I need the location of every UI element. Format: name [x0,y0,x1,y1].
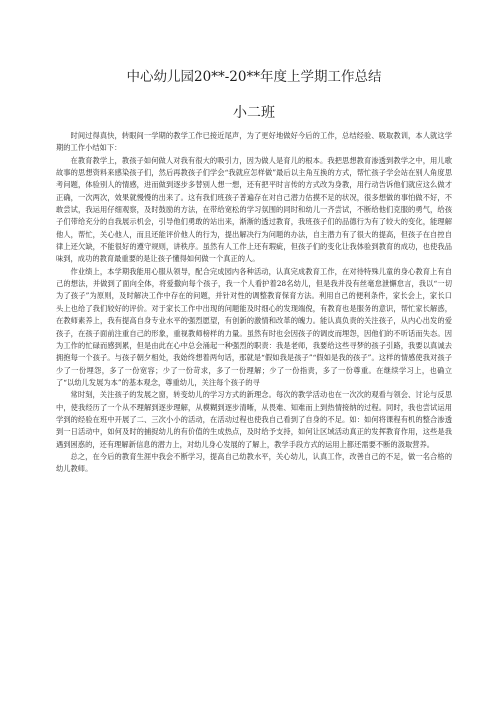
document-title: 中心幼儿园20**-20**年度上学期工作总结 [126,69,382,85]
document-subtitle: 小二班 [233,105,275,121]
paragraph-education: 在教育教学上，教孩子如何做人对我有很大的吸引力，因为做人是育儿的根本。我把思想教育渗透到教学之中，用儿歌故事的思想资料来感染孩子们，然后再教孩子们学会“我就应怎样做”最后以主角互换的方式，帮忙孩子学会站在别人角度思考问题，体验别人的情感，进而做到逐步多替别人想一想，还有把平时言传的方式改为身教，用行动告诉他们就应这么做才正确，一次两次，效果就慢慢的出来了。这有我们班孩子普遍存在对自己潜力估摸不足的状况，很多想做的事怕做不好，不敢尝试，我运用仔细观察，及时鼓励的方法，在带给宽松的学习氛围的同时和幼儿一齐尝试，不断给他们克服的勇气，给孩子们带给充分的自我展示机会，引导他们勇敢的站出来，渐渐的透过教育，我班孩子们的品德行为有了较大的变化，能理解他人，帮忙，关心他人，而且还能评价他人的行为，提出解决行为问题的办法，自主潜力有了很大的提高，但孩子在自控自律上还欠缺，不能很好的遵守规则，讲秩序。虽然有人工作上还有瑕疵，但孩子们的变化让我体验到教育的成功，也使我品味到，成功的教育最重要的是让孩子懂得如何做一个真正的人。 [56,155,452,264]
paragraph-work-performance: 作业绩上，本学期我能用心服从领导，配合完成园内各种活动，认真完成教育工作，在对待特殊儿童的身心教育上有自己的想法，并做到了面向全体，将爱撒向每个孩子，我一个人看护着28名幼儿，但是我并没有丝毫怠泄懈怠言，我以“一切为了孩子”为原则，及时解决工作中存在的问题，并针对性的调整教育保育方法。利用自己的便利条件，家长会上，家长口头上也给了我们较好的评价。对于家长工作中出现的问题能及时细心的发现端倪，有教育也是服务的意识，帮忙家长解惑，在教师素养上，我有提高自身专业水平的强烈愿望，有创新的激情和改革的魄力。能认真负责的关注孩子，从内心出发的爱孩子，在孩子面前注重自己的形象，重视教师榜样的力量。虽然有时也会因孩子的调皮而埋怨，因他们的不听话而失态。因为工作的忙碌而感到累，但是由此在心中总会涌起一种强烈的职责：我是老师，我要给这些寻梦的孩子引路，我要以真诚去拥抱每一个孩子。与孩子朝夕相处，我始终想着两句话，那就是“假如我是孩子”“假如是我的孩子”。这样的情感使我对孩子少了一份埋怨，多了一份宽容；少了一份苛求，多了一份理解；少了一份指责，多了一份尊重。在继续学习上，也确立了“以幼儿发展为本”的基本观念，尊重幼儿，关注每个孩子的寻 [56,266,452,387]
paragraph-intro: 时间过得真快，转眼间一学期的教学工作已接近尾声，为了更好地做好今后的工作，总结经验、吸取教训，本人就这学期的工作小结如下： [56,131,452,153]
paragraph-conclusion: 总之，在今后的教育生涯中我会不断学习，提高自己幼教水平，关心幼儿，认真工作，改善自己的不足，做一名合格的幼儿教师。 [56,451,452,474]
paragraph-learning: 常时刻，关注孩子的发展之窗，转变幼儿的学习方式的新理念。每次的教学活动也在一次次的观看与领会、讨论与反思中，使我经历了一个从不理解到逐步理解，从模糊到逐步清晰，从畏难、知难而上到热情接纳的过程。同时，我也尝试运用学到的经验在班中开展了二、三次小小的活动，在活动过程也使我自己看到了自身的不足。如：如何将课程有机的整合渗透到一日活动中，如何及时的捕捉幼儿的有价值的生成热点，及时给予支持，如何让区域活动真正的发挥教育作用，这些是我遇到困惑的，还有理解新信息的潜力上，对幼儿身心发展的了解上，教学手段方式的运用上都还需要不断的汲取营养。 [56,390,452,449]
document-body [56,130,452,476]
